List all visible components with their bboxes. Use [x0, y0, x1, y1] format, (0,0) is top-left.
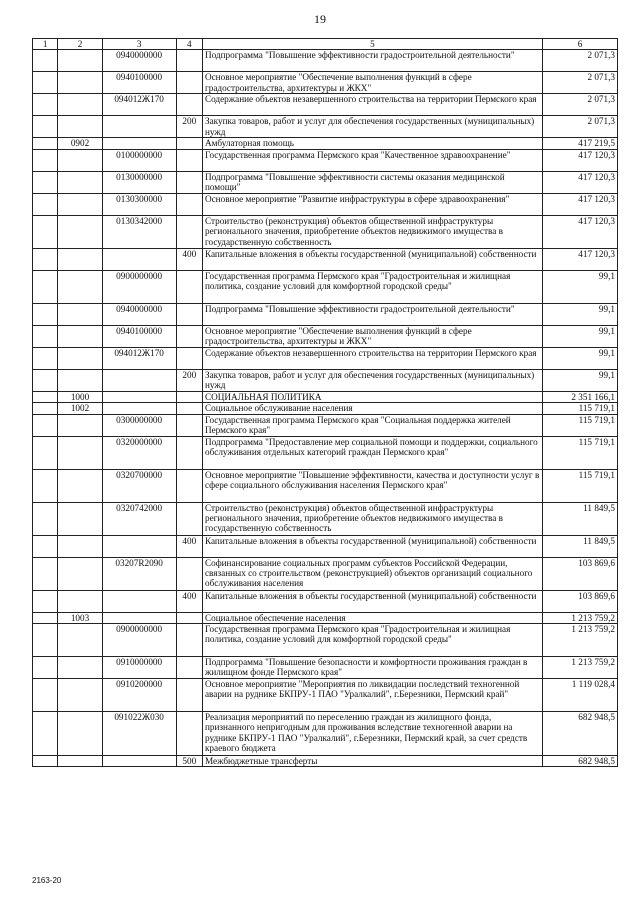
- expense-type-code: [176, 347, 202, 369]
- expense-type-code: [176, 171, 202, 193]
- expense-type-code: [176, 557, 202, 590]
- section-code: [58, 436, 102, 469]
- target-article-code: 0100000000: [102, 149, 176, 171]
- item-name: Содержание объектов незавершенного строительства на территории Пермского края: [202, 94, 542, 116]
- expense-type-code: 400: [176, 248, 202, 270]
- table-row: [33, 347, 618, 369]
- cell-col1: [33, 50, 58, 72]
- section-code: [58, 50, 102, 72]
- expense-type-code: [176, 502, 202, 535]
- section-code: [58, 624, 102, 657]
- table-row: [33, 403, 618, 414]
- target-article-code: [102, 756, 176, 767]
- item-name: Государственная программа Пермского края "Качественное здравоохранение": [202, 149, 542, 171]
- amount: 417 120,3: [542, 193, 617, 215]
- table-row: [33, 712, 618, 756]
- section-code: [58, 756, 102, 767]
- header-cell-6: 6: [542, 39, 617, 50]
- item-name: Основное мероприятие "Обеспечение выполнения функций в сфере градостроительства, архитектуры и ЖКХ": [202, 72, 542, 94]
- target-article-code: 0130000000: [102, 171, 176, 193]
- table-row: [33, 325, 618, 347]
- expense-type-code: 500: [176, 756, 202, 767]
- item-name: Подпрограмма "Повышение безопасности и комфортности проживания граждан в жилищном фонде Пермского края": [202, 657, 542, 679]
- table-row: [33, 557, 618, 590]
- cell-col1: [33, 557, 58, 590]
- item-name: СОЦИАЛЬНАЯ ПОЛИТИКА: [202, 391, 542, 402]
- section-code: [58, 469, 102, 502]
- amount: 417 219,5: [542, 138, 617, 149]
- section-code: [58, 414, 102, 436]
- table-row: [33, 391, 618, 402]
- target-article-code: 0910000000: [102, 657, 176, 679]
- item-name: Капитальные вложения в объекты государственной (муниципальной) собственности: [202, 248, 542, 270]
- section-code: [58, 248, 102, 270]
- table-row: [33, 756, 618, 767]
- amount: 99,1: [542, 303, 617, 325]
- cell-col1: [33, 403, 58, 414]
- cell-col1: [33, 347, 58, 369]
- target-article-code: 091022Ж030: [102, 712, 176, 756]
- amount: 1 213 759,2: [542, 624, 617, 657]
- amount: 1 213 759,2: [542, 657, 617, 679]
- cell-col1: [33, 171, 58, 193]
- item-name: Государственная программа Пермского края "Градостроительная и жилищная политика, создание условий для комфортной городской среды": [202, 624, 542, 657]
- table-row: [33, 248, 618, 270]
- target-article-code: [102, 248, 176, 270]
- section-code: [58, 303, 102, 325]
- expense-type-code: [176, 612, 202, 623]
- cell-col1: [33, 248, 58, 270]
- cell-col1: [33, 590, 58, 612]
- cell-col1: [33, 657, 58, 679]
- expense-type-code: [176, 270, 202, 303]
- table-row: [33, 414, 618, 436]
- item-name: Закупка товаров, работ и услуг для обеспечения государственных (муниципальных) нужд: [202, 369, 542, 391]
- amount: 417 120,3: [542, 215, 617, 248]
- table-row: [33, 369, 618, 391]
- table-row: [33, 149, 618, 171]
- target-article-code: 0910200000: [102, 679, 176, 712]
- item-name: Строительство (реконструкция) объектов общественной инфраструктуры регионального значения, приобретение объектов недвижимого имущества в государственную собственность: [202, 502, 542, 535]
- item-name: Подпрограмма "Повышение эффективности градостроительной деятельности": [202, 303, 542, 325]
- section-code: [58, 171, 102, 193]
- target-article-code: 0320700000: [102, 469, 176, 502]
- expense-type-code: [176, 94, 202, 116]
- target-article-code: [102, 116, 176, 138]
- target-article-code: 0940000000: [102, 303, 176, 325]
- table-row: [33, 590, 618, 612]
- expense-type-code: [176, 414, 202, 436]
- cell-col1: [33, 679, 58, 712]
- table-row: [33, 171, 618, 193]
- item-name: Основное мероприятие "Мероприятия по ликвидации последствий техногенной аварии на руднике БКПРУ-1 ПАО "Уралкалий", г.Березники, Пермский край": [202, 679, 542, 712]
- table-row: [33, 215, 618, 248]
- cell-col1: [33, 116, 58, 138]
- expense-type-code: [176, 325, 202, 347]
- table-row: [33, 94, 618, 116]
- table-body: [33, 50, 618, 767]
- expense-type-code: [176, 50, 202, 72]
- amount: 682 948,5: [542, 756, 617, 767]
- cell-col1: [33, 325, 58, 347]
- cell-col1: [33, 391, 58, 402]
- section-code: [58, 535, 102, 557]
- amount: 417 120,3: [542, 171, 617, 193]
- expense-type-code: [176, 215, 202, 248]
- footer-code: 2163-20: [32, 876, 62, 885]
- item-name: Государственная программа Пермского края "Социальная поддержка жителей Пермского края": [202, 414, 542, 436]
- cell-col1: [33, 138, 58, 149]
- target-article-code: 094012Ж170: [102, 94, 176, 116]
- cell-col1: [33, 193, 58, 215]
- cell-col1: [33, 624, 58, 657]
- amount: 99,1: [542, 369, 617, 391]
- target-article-code: 0940100000: [102, 325, 176, 347]
- item-name: Закупка товаров, работ и услуг для обеспечения государственных (муниципальных) нужд: [202, 116, 542, 138]
- item-name: Строительство (реконструкция) объектов общественной инфраструктуры регионального значения, приобретение объектов недвижимого имущества в государственную собственность: [202, 215, 542, 248]
- table-row: [33, 303, 618, 325]
- target-article-code: 03207R2090: [102, 557, 176, 590]
- expense-type-code: [176, 138, 202, 149]
- expense-type-code: [176, 149, 202, 171]
- section-code: [58, 94, 102, 116]
- cell-col1: [33, 436, 58, 469]
- expense-type-code: [176, 193, 202, 215]
- section-code: [58, 72, 102, 94]
- section-code: 1002: [58, 403, 102, 414]
- amount: 2 071,3: [542, 116, 617, 138]
- section-code: [58, 149, 102, 171]
- section-code: 1000: [58, 391, 102, 402]
- cell-col1: [33, 94, 58, 116]
- section-code: [58, 193, 102, 215]
- table-row: [33, 50, 618, 72]
- section-code: [58, 557, 102, 590]
- amount: 115 719,1: [542, 436, 617, 469]
- header-cell-3: 3: [102, 39, 176, 50]
- section-code: [58, 502, 102, 535]
- item-name: Подпрограмма "Повышение эффективности градостроительной деятельности": [202, 50, 542, 72]
- amount: 2 071,3: [542, 72, 617, 94]
- item-name: Основное мероприятие "Развитие инфраструктуры в сфере здравоохранения": [202, 193, 542, 215]
- item-name: Капитальные вложения в объекты государственной (муниципальной) собственности: [202, 535, 542, 557]
- amount: 99,1: [542, 347, 617, 369]
- cell-col1: [33, 270, 58, 303]
- expense-type-code: [176, 303, 202, 325]
- item-name: Софинансирование социальных программ субъектов Российской Федерации, связанных со строительством (реконструкцией) объектов организаций социального обслуживания населения: [202, 557, 542, 590]
- amount: 11 849,5: [542, 502, 617, 535]
- section-code: 0902: [58, 138, 102, 149]
- section-code: 1003: [58, 612, 102, 623]
- item-name: Содержание объектов незавершенного строительства на территории Пермского края: [202, 347, 542, 369]
- target-article-code: [102, 369, 176, 391]
- header-cell-1: 1: [33, 39, 58, 50]
- cell-col1: [33, 303, 58, 325]
- amount: 103 869,6: [542, 590, 617, 612]
- table-row: [33, 624, 618, 657]
- table-header-row: [33, 39, 618, 50]
- expense-type-code: [176, 436, 202, 469]
- expense-type-code: [176, 391, 202, 402]
- section-code: [58, 679, 102, 712]
- item-name: Подпрограмма "Повышение эффективности системы оказания медицинской помощи": [202, 171, 542, 193]
- section-code: [58, 657, 102, 679]
- cell-col1: [33, 72, 58, 94]
- header-cell-4: 4: [176, 39, 202, 50]
- item-name: Капитальные вложения в объекты государственной (муниципальной) собственности: [202, 590, 542, 612]
- expense-type-code: [176, 712, 202, 756]
- expense-type-code: [176, 624, 202, 657]
- cell-col1: [33, 612, 58, 623]
- amount: 417 120,3: [542, 149, 617, 171]
- item-name: Основное мероприятие "Повышение эффективности, качества и доступности услуг в сфере социального обслуживания населения Пермского края": [202, 469, 542, 502]
- item-name: Реализация мероприятий по переселению граждан из жилищного фонда, признанного непригодным для проживания вследствие техногенной аварии на руднике БКПРУ-1 ПАО "Уралкалий", г.Березники, Пермский край, за счет средств краевого бюджета: [202, 712, 542, 756]
- amount: 115 719,1: [542, 414, 617, 436]
- amount: 11 849,5: [542, 535, 617, 557]
- cell-col1: [33, 215, 58, 248]
- target-article-code: [102, 612, 176, 623]
- amount: 2 071,3: [542, 94, 617, 116]
- item-name: Подпрограмма "Предоставление мер социальной помощи и поддержки, социального обслуживания отдельных категорий граждан Пермского края": [202, 436, 542, 469]
- cell-col1: [33, 414, 58, 436]
- item-name: Амбулаторная помощь: [202, 138, 542, 149]
- table-row: [33, 535, 618, 557]
- cell-col1: [33, 535, 58, 557]
- target-article-code: [102, 535, 176, 557]
- cell-col1: [33, 149, 58, 171]
- amount: 103 869,6: [542, 557, 617, 590]
- expense-type-code: [176, 403, 202, 414]
- cell-col1: [33, 369, 58, 391]
- target-article-code: 0130342000: [102, 215, 176, 248]
- expense-type-code: [176, 657, 202, 679]
- target-article-code: 0130300000: [102, 193, 176, 215]
- amount: 115 719,1: [542, 469, 617, 502]
- target-article-code: 0320742000: [102, 502, 176, 535]
- amount: 99,1: [542, 270, 617, 303]
- amount: 682 948,5: [542, 712, 617, 756]
- target-article-code: 0900000000: [102, 270, 176, 303]
- section-code: [58, 270, 102, 303]
- item-name: Государственная программа Пермского края "Градостроительная и жилищная политика, создание условий для комфортной городской среды": [202, 270, 542, 303]
- expense-type-code: [176, 72, 202, 94]
- target-article-code: 0940100000: [102, 72, 176, 94]
- target-article-code: [102, 590, 176, 612]
- header-cell-5: 5: [202, 39, 542, 50]
- section-code: [58, 712, 102, 756]
- section-code: [58, 116, 102, 138]
- table-row: [33, 72, 618, 94]
- section-code: [58, 347, 102, 369]
- table-row: [33, 138, 618, 149]
- section-code: [58, 369, 102, 391]
- header-cell-2: 2: [58, 39, 102, 50]
- target-article-code: [102, 403, 176, 414]
- amount: 1 119 028,4: [542, 679, 617, 712]
- amount: 2 351 166,1: [542, 391, 617, 402]
- section-code: [58, 215, 102, 248]
- section-code: [58, 590, 102, 612]
- cell-col1: [33, 502, 58, 535]
- table-row: [33, 270, 618, 303]
- cell-col1: [33, 469, 58, 502]
- budget-table: [32, 38, 618, 767]
- expense-type-code: 200: [176, 116, 202, 138]
- table-row: [33, 657, 618, 679]
- item-name: Социальное обеспечение населения: [202, 612, 542, 623]
- section-code: [58, 325, 102, 347]
- table-row: [33, 502, 618, 535]
- table-row: [33, 116, 618, 138]
- target-article-code: 094012Ж170: [102, 347, 176, 369]
- target-article-code: [102, 138, 176, 149]
- item-name: Социальное обслуживание населения: [202, 403, 542, 414]
- target-article-code: 0300000000: [102, 414, 176, 436]
- item-name: Основное мероприятие "Обеспечение выполнения функций в сфере градостроительства, архитектуры и ЖКХ": [202, 325, 542, 347]
- target-article-code: 0320000000: [102, 436, 176, 469]
- expense-type-code: 400: [176, 535, 202, 557]
- amount: 1 213 759,2: [542, 612, 617, 623]
- cell-col1: [33, 756, 58, 767]
- target-article-code: 0940000000: [102, 50, 176, 72]
- item-name: Межбюджетные трансферты: [202, 756, 542, 767]
- target-article-code: [102, 391, 176, 402]
- expense-type-code: 400: [176, 590, 202, 612]
- table-row: [33, 469, 618, 502]
- expense-type-code: 200: [176, 369, 202, 391]
- table-row: [33, 612, 618, 623]
- cell-col1: [33, 712, 58, 756]
- page-number: 19: [314, 12, 326, 26]
- amount: 2 071,3: [542, 50, 617, 72]
- table-row: [33, 436, 618, 469]
- amount: 115 719,1: [542, 403, 617, 414]
- target-article-code: 0900000000: [102, 624, 176, 657]
- amount: 99,1: [542, 325, 617, 347]
- expense-type-code: [176, 469, 202, 502]
- table-row: [33, 193, 618, 215]
- expense-type-code: [176, 679, 202, 712]
- amount: 417 120,3: [542, 248, 617, 270]
- table-row: [33, 679, 618, 712]
